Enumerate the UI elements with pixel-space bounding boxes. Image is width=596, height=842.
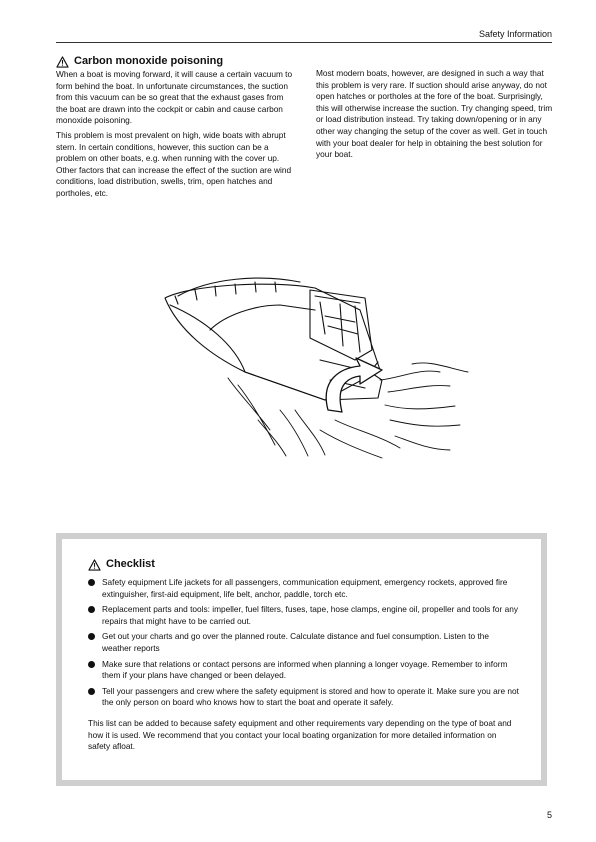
checklist-item-text: Make sure that relations or contact persons are informed when planning a longer voyage. Remember to inform them if your plans have changed or been delayed. — [102, 658, 508, 681]
checklist-box — [56, 533, 547, 786]
bullet-icon — [88, 606, 95, 613]
checklist-item — [88, 631, 519, 654]
right-column — [316, 68, 554, 164]
section-heading-carbon — [56, 56, 294, 68]
carbon-paragraph-1: When a boat is moving forward, it will cause a certain vacuum to form behind the boat. In unfortunate circumstances, the suction from this vacuum can be so great that the exhaust gases from the boat are drawn into the cockpit or cabin and cause carbon monoxide poisoning. — [56, 69, 293, 126]
section-heading-checklist — [88, 559, 519, 571]
checklist-item-text: Replacement parts and tools: impeller, fuel filters, fuses, tape, hose clamps, engine oil, propeller and tools for any repairs that might have to be carried out. — [102, 604, 518, 626]
bullet-icon — [88, 579, 95, 586]
checklist-note: This list can be added to because safety equipment and other requirements vary depending on the type of boat and how it is used. We recommend that you contact your local boating organization for more detailed information on safety afloat. — [88, 717, 512, 752]
checklist-item-text: Safety equipment Life jackets for all passengers, communication equipment, emergency rockets, approved fire extinguisher, first-aid equipment, life belt, anchor, paddle, torch etc. — [102, 577, 508, 599]
bullet-icon — [88, 633, 95, 640]
checklist-heading-text: Checklist — [106, 558, 155, 571]
bullet-icon — [88, 688, 95, 695]
checklist-item — [88, 659, 519, 682]
checklist-item — [88, 577, 519, 600]
carbon-heading-text: Carbon monoxide poisoning — [74, 55, 224, 68]
checklist-item — [88, 686, 519, 709]
page-number: 5 — [546, 810, 552, 820]
checklist-list — [88, 577, 519, 709]
checklist-item-text: Get out your charts and go over the planned route. Calculate distance and fuel consumption. Listen to the weather reports — [102, 631, 489, 653]
warning-icon — [56, 56, 69, 68]
boat-illustration — [150, 260, 480, 460]
checklist-item — [88, 604, 519, 627]
checklist-inner — [62, 539, 541, 780]
header-rule — [56, 42, 552, 43]
carbon-paragraph-2: This problem is most prevalent on high, wide boats with abrupt stern. In certain conditions, however, this suction can be a problem on other boats, e.g. when running with the cover up. Other factors that can increase the effect of the suction are wind conditions, load distribution, swells, trim, open hatches and portholes, etc. — [56, 129, 292, 198]
left-column — [56, 56, 294, 203]
checklist-item-text: Tell your passengers and crew where the safety equipment is stored and how to operate it. Make sure you are not the only person on board who knows how to start the boat and operate it safely. — [102, 685, 519, 708]
bullet-icon — [88, 661, 95, 668]
warning-icon — [88, 559, 101, 571]
carbon-paragraph-3: Most modern boats, however, are designed in such a way that this problem is very rare. If suction should arise anyway, do not open hatches or portholes at the fore of the boat. Surprisingly, this will otherwise increase the suction. Try changing speed, trim or load distribution instead. Try taking down/opening or in any other way changing the setup of the cover as well. Get in touch with your boat dealer for help in obtaining the best solution for your boat. — [316, 68, 553, 160]
header-section-title: Safety Information — [478, 29, 552, 39]
